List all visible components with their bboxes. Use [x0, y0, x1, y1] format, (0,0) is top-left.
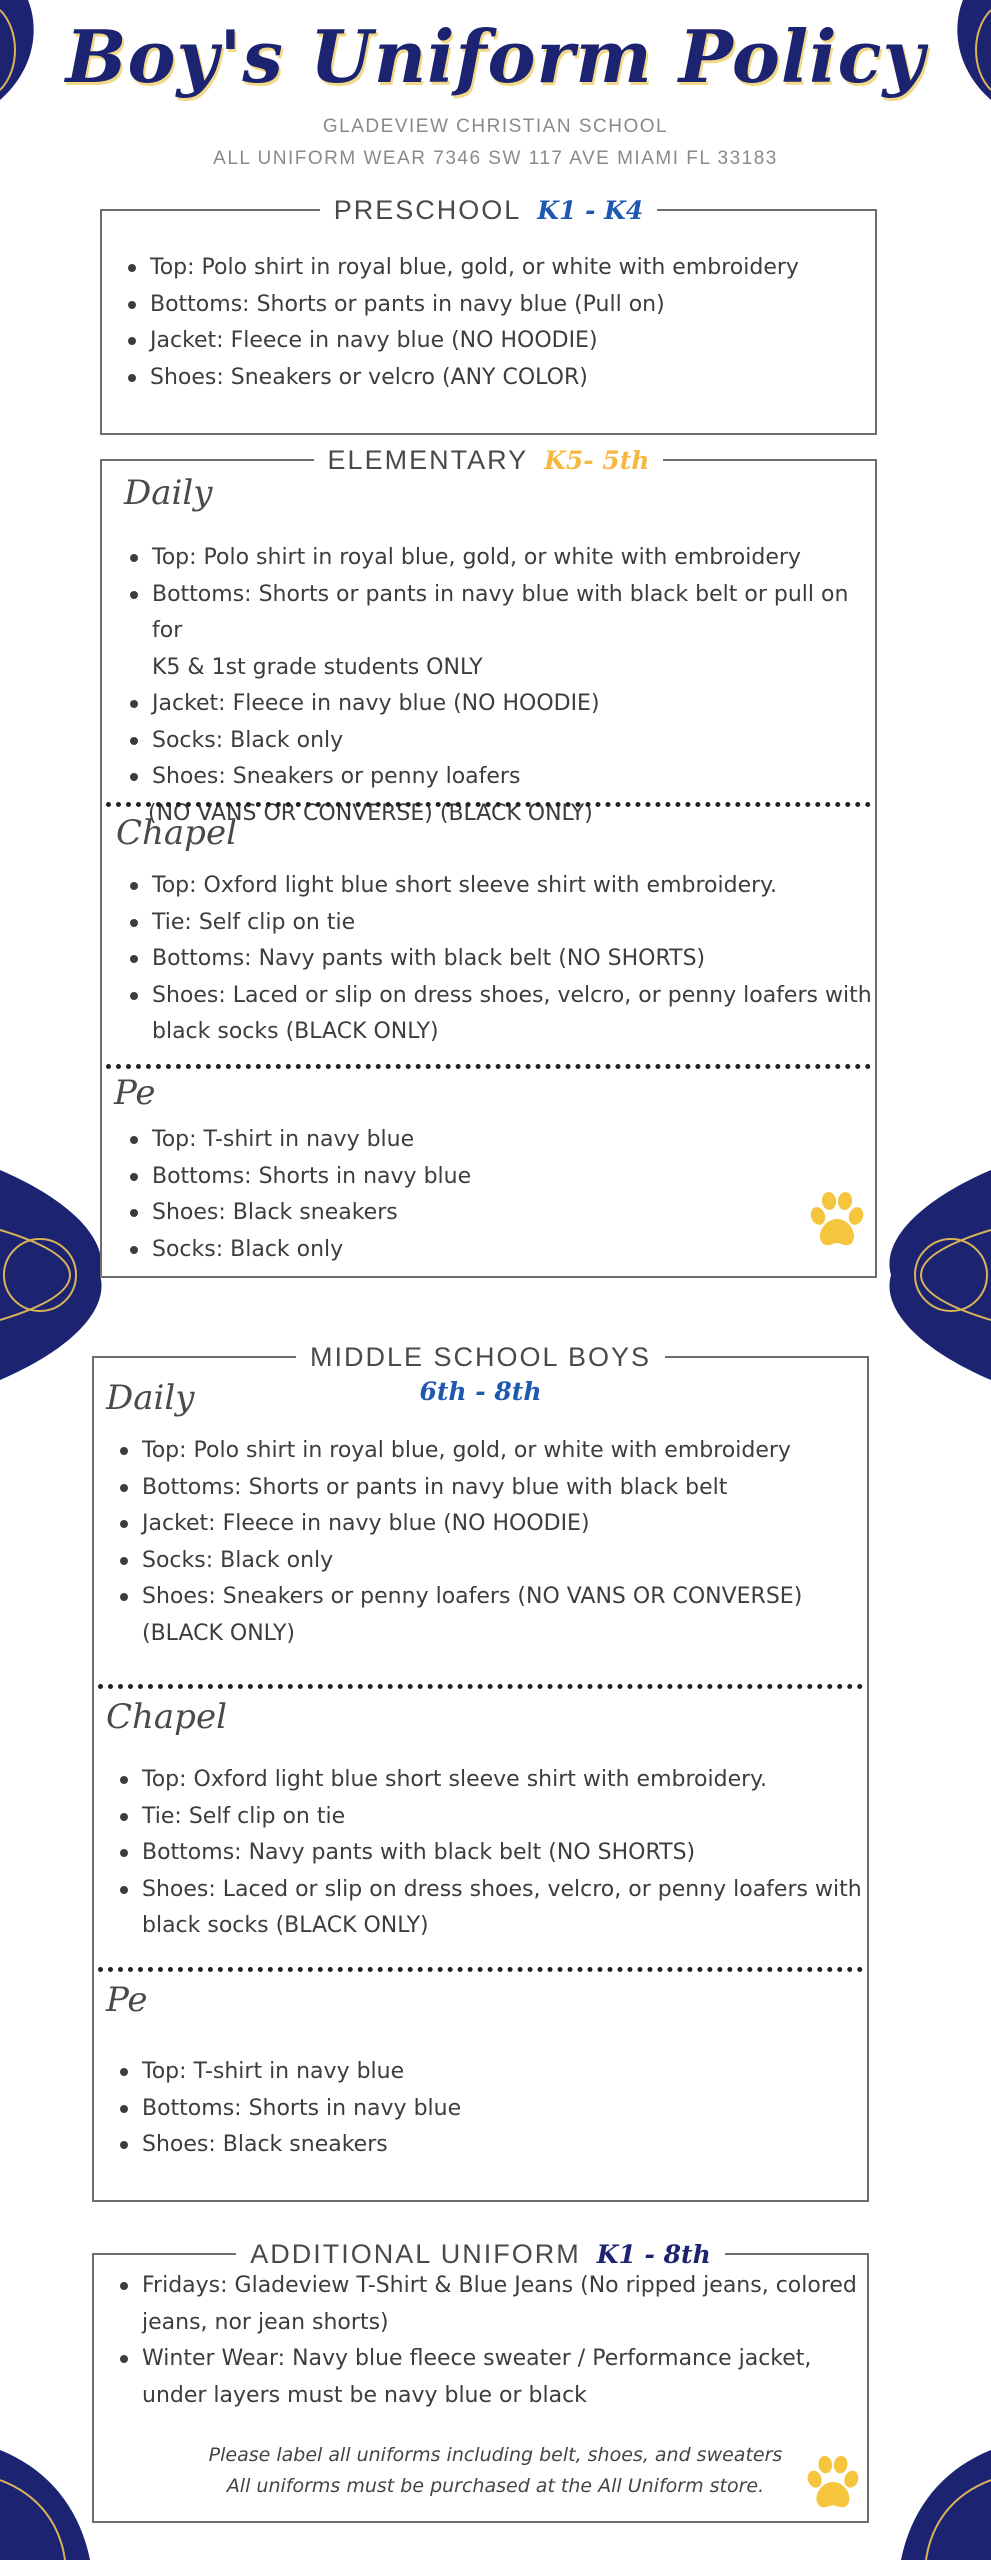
list-item-continuation: under layers must be navy blue or black — [142, 2382, 587, 2408]
preschool-section — [100, 195, 877, 435]
list-item: Fridays: Gladeview T-Shirt & Blue Jeans (No ripped jeans, colored — [112, 2268, 862, 2305]
middle-pe-title: Pe — [106, 1980, 148, 2020]
paw-icon — [807, 1189, 865, 1251]
list-item: Jacket: Fleece in navy blue (NO HOODIE) — [122, 686, 872, 723]
elementary-grades: K5- 5th — [544, 446, 650, 475]
elementary-heading: ELEMENTARY — [327, 445, 529, 475]
middle-heading: MIDDLE SCHOOL BOYS — [309, 1342, 652, 1372]
middle-school-section — [92, 1342, 869, 2202]
list-item: Bottoms: Shorts or pants in navy blue with black belt — [112, 1470, 862, 1507]
list-item: Top: Polo shirt in royal blue, gold, or white with embroidery — [112, 1433, 862, 1470]
additional-grades: K1 - 8th — [596, 2240, 711, 2269]
list-item: Shoes: Black sneakers — [112, 2127, 812, 2164]
list-item-continuation: (BLACK ONLY) — [142, 1620, 296, 1646]
list-item: Bottoms: Shorts in navy blue — [122, 1159, 822, 1196]
list-item: Bottoms: Shorts or pants in navy blue with black belt or pull on for — [122, 577, 872, 650]
list-item: Tie: Self clip on tie — [112, 1799, 862, 1836]
additional-list — [112, 2268, 862, 2414]
list-item: Top: T-shirt in navy blue — [122, 1122, 822, 1159]
middle-grades: 6th - 8th — [419, 1377, 542, 1406]
additional-heading: ADDITIONAL UNIFORM — [250, 2239, 581, 2269]
list-item: Socks: Black only — [112, 1543, 862, 1580]
list-item: Bottoms: Shorts or pants in navy blue (Pull on) — [120, 287, 860, 324]
middle-chapel-title: Chapel — [106, 1697, 227, 1737]
list-item: Shoes: Sneakers or penny loafers (NO VANS OR CONVERSE) — [112, 1579, 862, 1616]
school-address: ALL UNIFORM WEAR 7346 SW 117 AVE MIAMI FL 33183 — [213, 148, 778, 169]
preschool-grades: K1 - K4 — [537, 196, 644, 225]
school-name: GLADEVIEW CHRISTIAN SCHOOL — [322, 116, 669, 137]
list-item: Tie: Self clip on tie — [122, 905, 872, 942]
list-item: Top: Polo shirt in royal blue, gold, or white with embroidery — [122, 540, 872, 577]
purchase-note: All uniforms must be purchased at the All Uniform store. — [226, 2475, 765, 2497]
list-item-continuation: (NO VANS OR CONVERSE) (BLACK ONLY) — [148, 800, 593, 826]
list-item: Top: T-shirt in navy blue — [112, 2054, 812, 2091]
list-item: Top: Oxford light blue short sleeve shirt with embroidery. — [112, 1762, 862, 1799]
dotted-divider — [98, 1967, 863, 1972]
middle-pe-list — [112, 2054, 812, 2164]
ornament-mid-right — [881, 1170, 991, 1380]
elementary-pe-title: Pe — [114, 1073, 156, 1113]
preschool-heading: PRESCHOOL — [333, 195, 522, 225]
elementary-daily-list — [122, 540, 872, 832]
label-note: Please label all uniforms including belt, shoes, and sweaters — [208, 2444, 783, 2466]
list-item: Shoes: Sneakers or penny loafers — [122, 759, 872, 796]
list-item: Bottoms: Navy pants with black belt (NO SHORTS) — [122, 941, 872, 978]
list-item: Shoes: Laced or slip on dress shoes, velcro, or penny loafers with — [112, 1872, 862, 1909]
list-item: Shoes: Black sneakers — [122, 1195, 822, 1232]
list-item-continuation: jeans, nor jean shorts) — [142, 2309, 389, 2335]
list-item: Winter Wear: Navy blue fleece sweater / Performance jacket, — [112, 2341, 862, 2378]
middle-daily-title: Daily — [106, 1378, 195, 1418]
elementary-chapel-title: Chapel — [116, 813, 237, 853]
dotted-divider — [98, 1684, 863, 1689]
list-item: Bottoms: Shorts in navy blue — [112, 2091, 812, 2128]
list-item: Socks: Black only — [122, 1232, 822, 1269]
list-item-continuation: K5 & 1st grade students ONLY — [152, 654, 483, 680]
list-item: Socks: Black only — [122, 723, 872, 760]
preschool-list — [120, 250, 860, 396]
list-item: Shoes: Laced or slip on dress shoes, velcro, or penny loafers with — [122, 978, 872, 1015]
dotted-divider — [106, 1064, 871, 1069]
elementary-section — [100, 445, 877, 1278]
list-item: Top: Oxford light blue short sleeve shirt with embroidery. — [122, 868, 872, 905]
list-item: Jacket: Fleece in navy blue (NO HOODIE) — [112, 1506, 862, 1543]
list-item-continuation: black socks (BLACK ONLY) — [142, 1913, 429, 1938]
middle-daily-list — [112, 1433, 862, 1652]
dotted-divider — [106, 802, 871, 807]
elementary-daily-title: Daily — [124, 473, 213, 513]
elementary-chapel-list — [122, 868, 872, 1051]
list-item-continuation: black socks (BLACK ONLY) — [152, 1019, 439, 1044]
list-item: Top: Polo shirt in royal blue, gold, or white with embroidery — [120, 250, 860, 287]
middle-chapel-list — [112, 1762, 862, 1945]
list-item: Jacket: Fleece in navy blue (NO HOODIE) — [120, 323, 860, 360]
list-item: Shoes: Sneakers or velcro (ANY COLOR) — [120, 360, 860, 397]
list-item: Bottoms: Navy pants with black belt (NO SHORTS) — [112, 1835, 862, 1872]
page-title: Boy's Uniform Policy — [65, 14, 926, 99]
elementary-pe-list — [122, 1122, 822, 1268]
